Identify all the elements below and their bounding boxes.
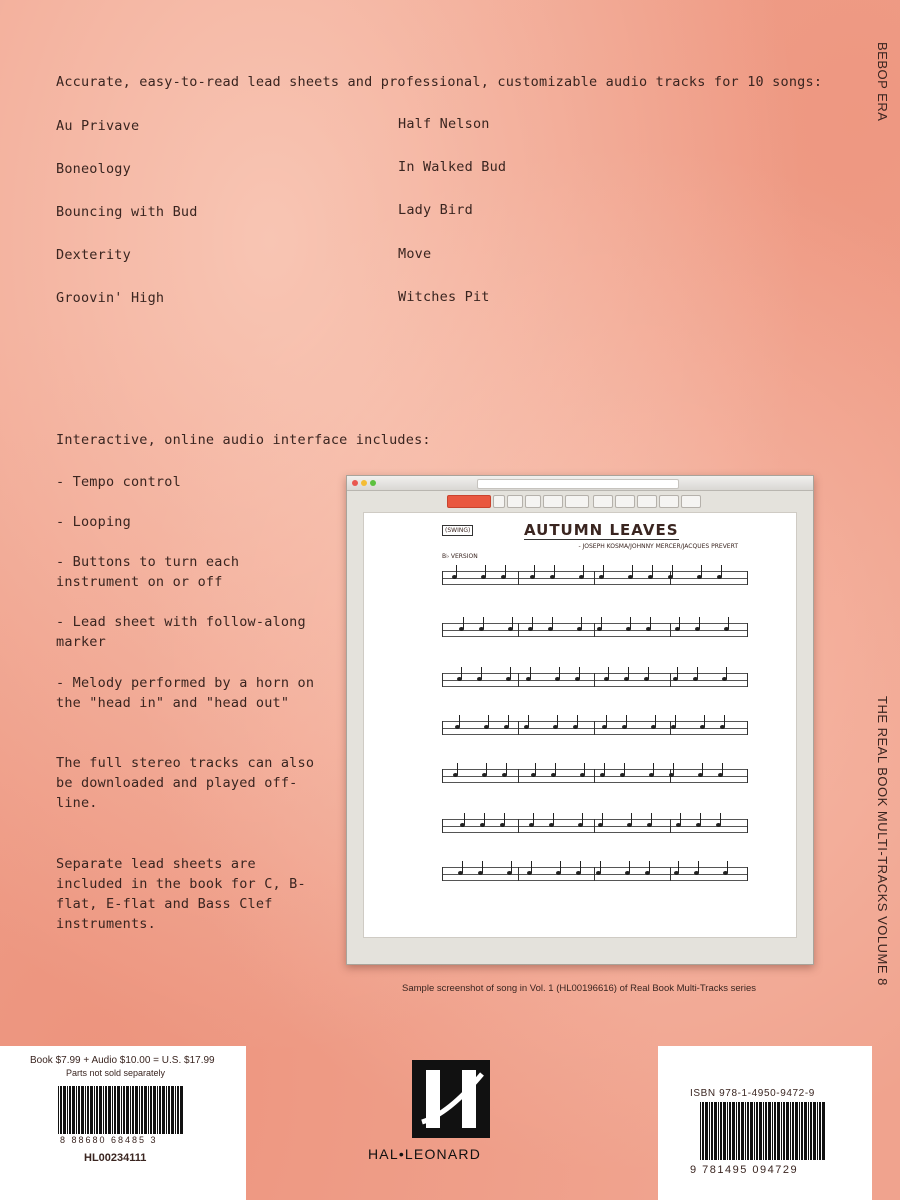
bar-line <box>442 867 443 881</box>
barcode-bar <box>804 1102 807 1160</box>
bar-line <box>594 571 595 585</box>
note-stem <box>630 617 631 629</box>
bar-line <box>594 867 595 881</box>
barcode-bar <box>795 1102 798 1160</box>
staff-line <box>442 686 748 687</box>
song-title: Boneology <box>56 161 131 177</box>
music-staff <box>442 867 748 881</box>
note-stem <box>728 617 729 629</box>
song-title: Witches Pit <box>398 289 490 305</box>
note-stem <box>486 763 487 775</box>
feature-item: - Lead sheet with follow-along marker <box>56 614 306 650</box>
parts-note: Parts not sold separately <box>66 1068 166 1078</box>
bar-line <box>747 769 748 783</box>
barcode-bar <box>711 1102 713 1160</box>
toolbar-button <box>565 495 589 508</box>
note-stem <box>652 565 653 577</box>
note-stem <box>554 565 555 577</box>
staff-line <box>442 623 748 624</box>
note-stem <box>702 763 703 775</box>
bar-line <box>670 819 671 833</box>
barcode-bar <box>702 1102 704 1160</box>
staff-line <box>442 571 748 572</box>
price-line: Book $7.99 + Audio $10.00 = U.S. $17.99 <box>30 1055 215 1066</box>
note-stem <box>506 763 507 775</box>
note-stem <box>604 763 605 775</box>
toolbar-button <box>615 495 635 508</box>
bar-line <box>594 721 595 735</box>
note-stem <box>648 667 649 679</box>
note-stem <box>629 861 630 873</box>
barcode-bar <box>738 1102 740 1160</box>
music-staff <box>442 819 748 833</box>
barcode-bar <box>180 1086 183 1134</box>
bar-line <box>442 673 443 687</box>
note-stem <box>461 667 462 679</box>
song-title: Dexterity <box>56 247 131 263</box>
barcode-bar <box>171 1086 174 1134</box>
barcode-bar <box>121 1086 122 1134</box>
toolbar-button <box>507 495 523 508</box>
edition-label: B♭ VERSION <box>442 553 478 560</box>
note-stem <box>532 617 533 629</box>
style-label: (SWING) <box>442 525 473 536</box>
address-bar <box>477 479 679 489</box>
note-stem <box>673 763 674 775</box>
barcode-bar <box>157 1086 158 1134</box>
note-stem <box>553 813 554 825</box>
barcode-bar <box>96 1086 98 1134</box>
barcode-bar <box>750 1102 753 1160</box>
barcode-bar <box>714 1102 717 1160</box>
spine-series-title: BEBOP ERA <box>875 42 890 122</box>
note-stem <box>631 813 632 825</box>
product-code: HL00234111 <box>84 1152 147 1164</box>
barcode-bar <box>819 1102 821 1160</box>
note-stem <box>457 763 458 775</box>
note-stem <box>721 565 722 577</box>
note-stem <box>530 667 531 679</box>
barcode-bar <box>792 1102 794 1160</box>
note-stem <box>632 565 633 577</box>
barcode-bar <box>159 1086 161 1134</box>
lead-sheets-note: Separate lead sheets are included in the book for C, B-flat, E-flat and Bass Clef instruments. <box>56 856 306 932</box>
upc-barcode <box>58 1086 186 1134</box>
barcode-bar <box>153 1086 156 1134</box>
toolbar-button <box>543 495 563 508</box>
note-stem <box>697 667 698 679</box>
hal-leonard-logo <box>412 1060 490 1138</box>
note-stem <box>459 715 460 727</box>
note-stem <box>484 813 485 825</box>
barcode-bar <box>114 1086 116 1134</box>
feature-item: - Melody performed by a horn on the "head in" and "head out" <box>56 675 315 711</box>
barcode-bar <box>808 1102 809 1160</box>
staff-line <box>442 826 748 827</box>
barcode-bar <box>72 1086 75 1134</box>
bar-line <box>442 769 443 783</box>
screenshot-caption: Sample screenshot of song in Vol. 1 (HL00196616) of Real Book Multi-Tracks series <box>402 983 756 994</box>
note-stem <box>528 715 529 727</box>
note-stem <box>577 715 578 727</box>
barcode-bar <box>774 1102 776 1160</box>
toolbar-button <box>525 495 541 508</box>
toolbar-button <box>637 495 657 508</box>
note-stem <box>608 667 609 679</box>
lead-sheet-page <box>363 512 797 938</box>
note-stem <box>672 565 673 577</box>
feature-item: - Tempo control <box>56 474 181 490</box>
barcode-bar <box>166 1086 167 1134</box>
barcode-bar <box>76 1086 77 1134</box>
note-stem <box>534 565 535 577</box>
barcode-bar <box>759 1102 762 1160</box>
barcode-bar <box>790 1102 791 1160</box>
barcode-bar <box>768 1102 771 1160</box>
staff-line <box>442 584 748 585</box>
note-stem <box>511 861 512 873</box>
barcode-bar <box>78 1086 80 1134</box>
maximize-icon <box>370 480 376 486</box>
barcode-bar <box>810 1102 812 1160</box>
note-stem <box>559 667 560 679</box>
staff-line <box>442 636 748 637</box>
note-stem <box>699 617 700 629</box>
window-titlebar <box>347 476 813 491</box>
barcode-bar <box>58 1086 59 1134</box>
note-stem <box>555 763 556 775</box>
staff-line <box>442 734 748 735</box>
song-title: Half Nelson <box>398 116 490 132</box>
bar-line <box>518 623 519 637</box>
barcode-bar <box>85 1086 86 1134</box>
barcode-bar <box>99 1086 102 1134</box>
bar-line <box>670 673 671 687</box>
note-stem <box>535 763 536 775</box>
barcode-bar <box>81 1086 84 1134</box>
staff-line <box>442 578 748 579</box>
staff-line <box>442 673 748 674</box>
barcode-bar <box>69 1086 71 1134</box>
note-stem <box>582 813 583 825</box>
features-heading: Interactive, online audio interface includes: <box>56 432 431 448</box>
staff-line <box>442 782 748 783</box>
note-stem <box>655 715 656 727</box>
music-staff <box>442 571 748 585</box>
bar-line <box>518 867 519 881</box>
barcode-bar <box>105 1086 107 1134</box>
note-stem <box>601 617 602 629</box>
bar-line <box>442 571 443 585</box>
barcode-bar <box>765 1102 767 1160</box>
barcode-bar <box>67 1086 68 1134</box>
toolbar-button <box>493 495 505 508</box>
bar-line <box>670 867 671 881</box>
barcode-bar <box>747 1102 749 1160</box>
note-stem <box>628 667 629 679</box>
song-title: Bouncing with Bud <box>56 204 198 220</box>
barcode-bar <box>729 1102 731 1160</box>
note-stem <box>557 715 558 727</box>
spine-volume-title: THE REAL BOOK MULTI-TRACKS VOLUME 8 <box>875 696 890 986</box>
staff-line <box>442 867 748 868</box>
isbn-barcode <box>700 1102 828 1160</box>
bar-line <box>670 623 671 637</box>
staff-line <box>442 630 748 631</box>
barcode-bar <box>720 1102 722 1160</box>
barcode-bar <box>777 1102 780 1160</box>
note-stem <box>508 715 509 727</box>
staff-line <box>442 819 748 820</box>
note-stem <box>679 617 680 629</box>
isbn-digits: 9 781495 094729 <box>690 1164 799 1176</box>
note-stem <box>504 813 505 825</box>
staff-line <box>442 874 748 875</box>
barcode-bar <box>177 1086 179 1134</box>
barcode-bar <box>117 1086 120 1134</box>
staff-line <box>442 880 748 881</box>
barcode-bar <box>741 1102 744 1160</box>
note-stem <box>698 861 699 873</box>
song-title: Groovin' High <box>56 290 165 306</box>
barcode-bar <box>732 1102 735 1160</box>
note-stem <box>580 861 581 873</box>
barcode-bar <box>756 1102 758 1160</box>
toolbar-button <box>593 495 613 508</box>
note-stem <box>677 667 678 679</box>
note-stem <box>726 667 727 679</box>
bar-line <box>518 721 519 735</box>
note-stem <box>701 565 702 577</box>
barcode-bar <box>175 1086 176 1134</box>
note-stem <box>720 813 721 825</box>
barcode-bar <box>132 1086 134 1134</box>
bar-line <box>442 819 443 833</box>
toolbar-button <box>659 495 679 508</box>
note-stem <box>579 667 580 679</box>
feature-item: - Buttons to turn each instrument on or off <box>56 554 240 590</box>
note-stem <box>704 715 705 727</box>
note-stem <box>678 861 679 873</box>
barcode-bar <box>783 1102 785 1160</box>
note-stem <box>653 763 654 775</box>
barcode-bar <box>112 1086 113 1134</box>
note-stem <box>651 813 652 825</box>
note-stem <box>488 715 489 727</box>
barcode-bar <box>150 1086 152 1134</box>
note-stem <box>600 861 601 873</box>
note-stem <box>456 565 457 577</box>
barcode-bar <box>754 1102 755 1160</box>
bar-line <box>747 571 748 585</box>
download-note: The full stereo tracks can also be downloaded and played off-line. <box>56 755 315 811</box>
player-toolbar <box>347 491 813 511</box>
minimize-icon <box>361 480 367 486</box>
barcode-bar <box>799 1102 800 1160</box>
bar-line <box>518 819 519 833</box>
barcode-bar <box>90 1086 93 1134</box>
note-stem <box>606 715 607 727</box>
song-title: Lady Bird <box>398 202 473 218</box>
note-stem <box>462 861 463 873</box>
feature-item: - Looping <box>56 514 131 530</box>
bar-line <box>594 769 595 783</box>
note-stem <box>483 617 484 629</box>
barcode-bar <box>130 1086 131 1134</box>
barcode-bar <box>87 1086 89 1134</box>
isbn-number: ISBN 978-1-4950-9472-9 <box>690 1088 815 1099</box>
barcode-bar <box>705 1102 708 1160</box>
note-stem <box>510 667 511 679</box>
music-staff <box>442 721 748 735</box>
note-stem <box>482 861 483 873</box>
barcode-bar <box>736 1102 737 1160</box>
composers-credit: - JOSEPH KOSMA/JOHNNY MERCER/JACQUES PREVERT <box>578 543 738 550</box>
note-stem <box>581 617 582 629</box>
barcode-bar <box>126 1086 129 1134</box>
bar-line <box>442 623 443 637</box>
bar-line <box>747 721 748 735</box>
staff-line <box>442 680 748 681</box>
bar-line <box>518 673 519 687</box>
barcode-bar <box>781 1102 782 1160</box>
note-stem <box>533 813 534 825</box>
note-stem <box>626 715 627 727</box>
music-staff <box>442 673 748 687</box>
note-stem <box>463 617 464 629</box>
note-stem <box>560 861 561 873</box>
barcode-bar <box>144 1086 147 1134</box>
note-stem <box>531 861 532 873</box>
lead-sheet-title: AUTUMN LEAVES <box>524 521 679 539</box>
note-stem <box>485 565 486 577</box>
publisher-name: HAL•LEONARD <box>368 1146 482 1162</box>
note-stem <box>603 565 604 577</box>
bar-line <box>442 721 443 735</box>
barcode-bar <box>108 1086 111 1134</box>
note-stem <box>650 617 651 629</box>
barcode-bar <box>63 1086 66 1134</box>
bar-line <box>518 571 519 585</box>
barcode-bar <box>772 1102 773 1160</box>
barcode-bar <box>123 1086 125 1134</box>
music-staff <box>442 769 748 783</box>
bar-line <box>594 673 595 687</box>
note-stem <box>727 861 728 873</box>
barcode-bar <box>60 1086 62 1134</box>
bar-line <box>518 769 519 783</box>
note-stem <box>602 813 603 825</box>
barcode-bar <box>168 1086 170 1134</box>
barcode-bar <box>718 1102 719 1160</box>
note-stem <box>722 763 723 775</box>
close-icon <box>352 480 358 486</box>
note-stem <box>675 715 676 727</box>
note-stem <box>505 565 506 577</box>
barcode-bar <box>709 1102 710 1160</box>
barcode-bar <box>727 1102 728 1160</box>
bar-line <box>747 623 748 637</box>
song-title: In Walked Bud <box>398 159 507 175</box>
note-stem <box>724 715 725 727</box>
note-stem <box>700 813 701 825</box>
bar-line <box>747 867 748 881</box>
barcode-bar <box>103 1086 104 1134</box>
note-stem <box>584 763 585 775</box>
staff-line <box>442 832 748 833</box>
barcode-bar <box>135 1086 138 1134</box>
barcode-bar <box>817 1102 818 1160</box>
note-stem <box>624 763 625 775</box>
bar-line <box>747 673 748 687</box>
note-stem <box>680 813 681 825</box>
song-title: Au Privave <box>56 118 140 134</box>
barcode-bar <box>700 1102 701 1160</box>
sample-app-screenshot <box>346 475 814 965</box>
barcode-bar <box>813 1102 816 1160</box>
barcode-bar <box>786 1102 789 1160</box>
barcode-bar <box>822 1102 825 1160</box>
barcode-bar <box>763 1102 764 1160</box>
toolbar-button <box>681 495 701 508</box>
note-stem <box>512 617 513 629</box>
music-staff <box>442 623 748 637</box>
bar-line <box>594 819 595 833</box>
intro-text: Accurate, easy-to-read lead sheets and professional, customizable audio tracks for 10 songs: <box>56 74 823 90</box>
barcode-bar <box>745 1102 746 1160</box>
bar-line <box>594 623 595 637</box>
note-stem <box>649 861 650 873</box>
barcode-bar <box>94 1086 95 1134</box>
barcode-bar <box>801 1102 803 1160</box>
barcode-bar <box>141 1086 143 1134</box>
barcode-bar <box>148 1086 149 1134</box>
note-stem <box>583 565 584 577</box>
barcode-bar <box>162 1086 165 1134</box>
play-button <box>447 495 491 508</box>
upc-digits: 8 88680 68485 3 <box>60 1135 158 1145</box>
note-stem <box>464 813 465 825</box>
note-stem <box>481 667 482 679</box>
bar-line <box>747 819 748 833</box>
song-title: Move <box>398 246 432 262</box>
note-stem <box>552 617 553 629</box>
barcode-bar <box>139 1086 140 1134</box>
barcode-bar <box>723 1102 726 1160</box>
